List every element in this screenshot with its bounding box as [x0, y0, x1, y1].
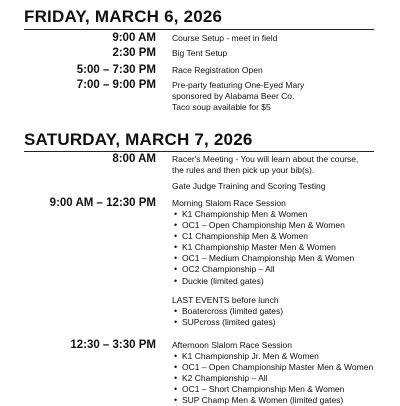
event-line: Big Tent Setup [172, 48, 228, 58]
race-list [172, 351, 392, 406]
event-time: 9:00 AM [112, 32, 156, 44]
event-time: 9:00 AM – 12:30 PM [49, 197, 156, 209]
event-line: Afternoon Slalom Race Session [172, 340, 293, 350]
event-time: 7:00 – 9:00 PM [76, 79, 156, 91]
event-line: Gate Judge Training and Scoring Testing [172, 181, 326, 191]
event-description [172, 80, 392, 113]
list-item: • OC1 – Open Championship Men & Women [172, 220, 392, 231]
list-item: • SUPcross (limited gates) [172, 317, 392, 328]
day-title-friday: FRIDAY, MARCH 6, 2026 [24, 7, 223, 26]
event-description [172, 295, 392, 328]
list-item: • K1 Championship Men & Women [172, 209, 392, 220]
event-description [172, 181, 392, 192]
day-title-saturday: SATURDAY, MARCH 7, 2026 [24, 130, 253, 149]
event-description [172, 340, 392, 406]
event-line: Morning Slalom Race Session [172, 198, 286, 208]
event-description [172, 65, 392, 76]
list-item: • Duckie (limited gates) [172, 276, 392, 287]
event-line: the rules and then pick up your bib(s). [172, 165, 315, 175]
list-item: • C1 Championship Men & Women [172, 231, 392, 242]
event-line: Pre-party featuring One-Eyed Mary [172, 80, 305, 90]
event-line: sponsored by Alabama Beer Co. [172, 91, 295, 101]
list-item: • OC1 – Short Championship Men & Women [172, 384, 392, 395]
event-time: 2:30 PM [112, 47, 156, 59]
divider [24, 29, 374, 30]
list-item: • OC1 – Open Championship Master Men & Women [172, 362, 392, 373]
event-time: 5:00 – 7:30 PM [76, 64, 156, 76]
list-item: • OC1 – Medium Championship Men & Women [172, 253, 392, 264]
divider [24, 151, 374, 152]
event-line: Taco soup available for $5 [172, 102, 271, 112]
event-time: 8:00 AM [112, 153, 156, 165]
event-time: 12:30 – 3:30 PM [70, 339, 156, 351]
event-description [172, 198, 392, 287]
list-item: • K1 Championship Jr. Men & Women [172, 351, 392, 362]
race-list [172, 209, 392, 287]
race-list [172, 306, 392, 328]
event-description [172, 154, 392, 176]
event-line: Course Setup - meet in field [172, 33, 278, 43]
list-item: • K1 Championship Master Men & Women [172, 242, 392, 253]
event-line: Race Registration Open [172, 65, 263, 75]
event-line: LAST EVENTS before lunch [172, 295, 279, 305]
event-description [172, 33, 392, 44]
list-item: • K2 Championship – All [172, 373, 392, 384]
event-description [172, 48, 392, 59]
event-line: Racer's Meeting - You will learn about the course, [172, 154, 359, 164]
list-item: • SUP Champ Men & Women (limited gates) [172, 395, 392, 406]
list-item: • OC2 Championship – All [172, 264, 392, 275]
list-item: • Boatercross (limited gates) [172, 306, 392, 317]
